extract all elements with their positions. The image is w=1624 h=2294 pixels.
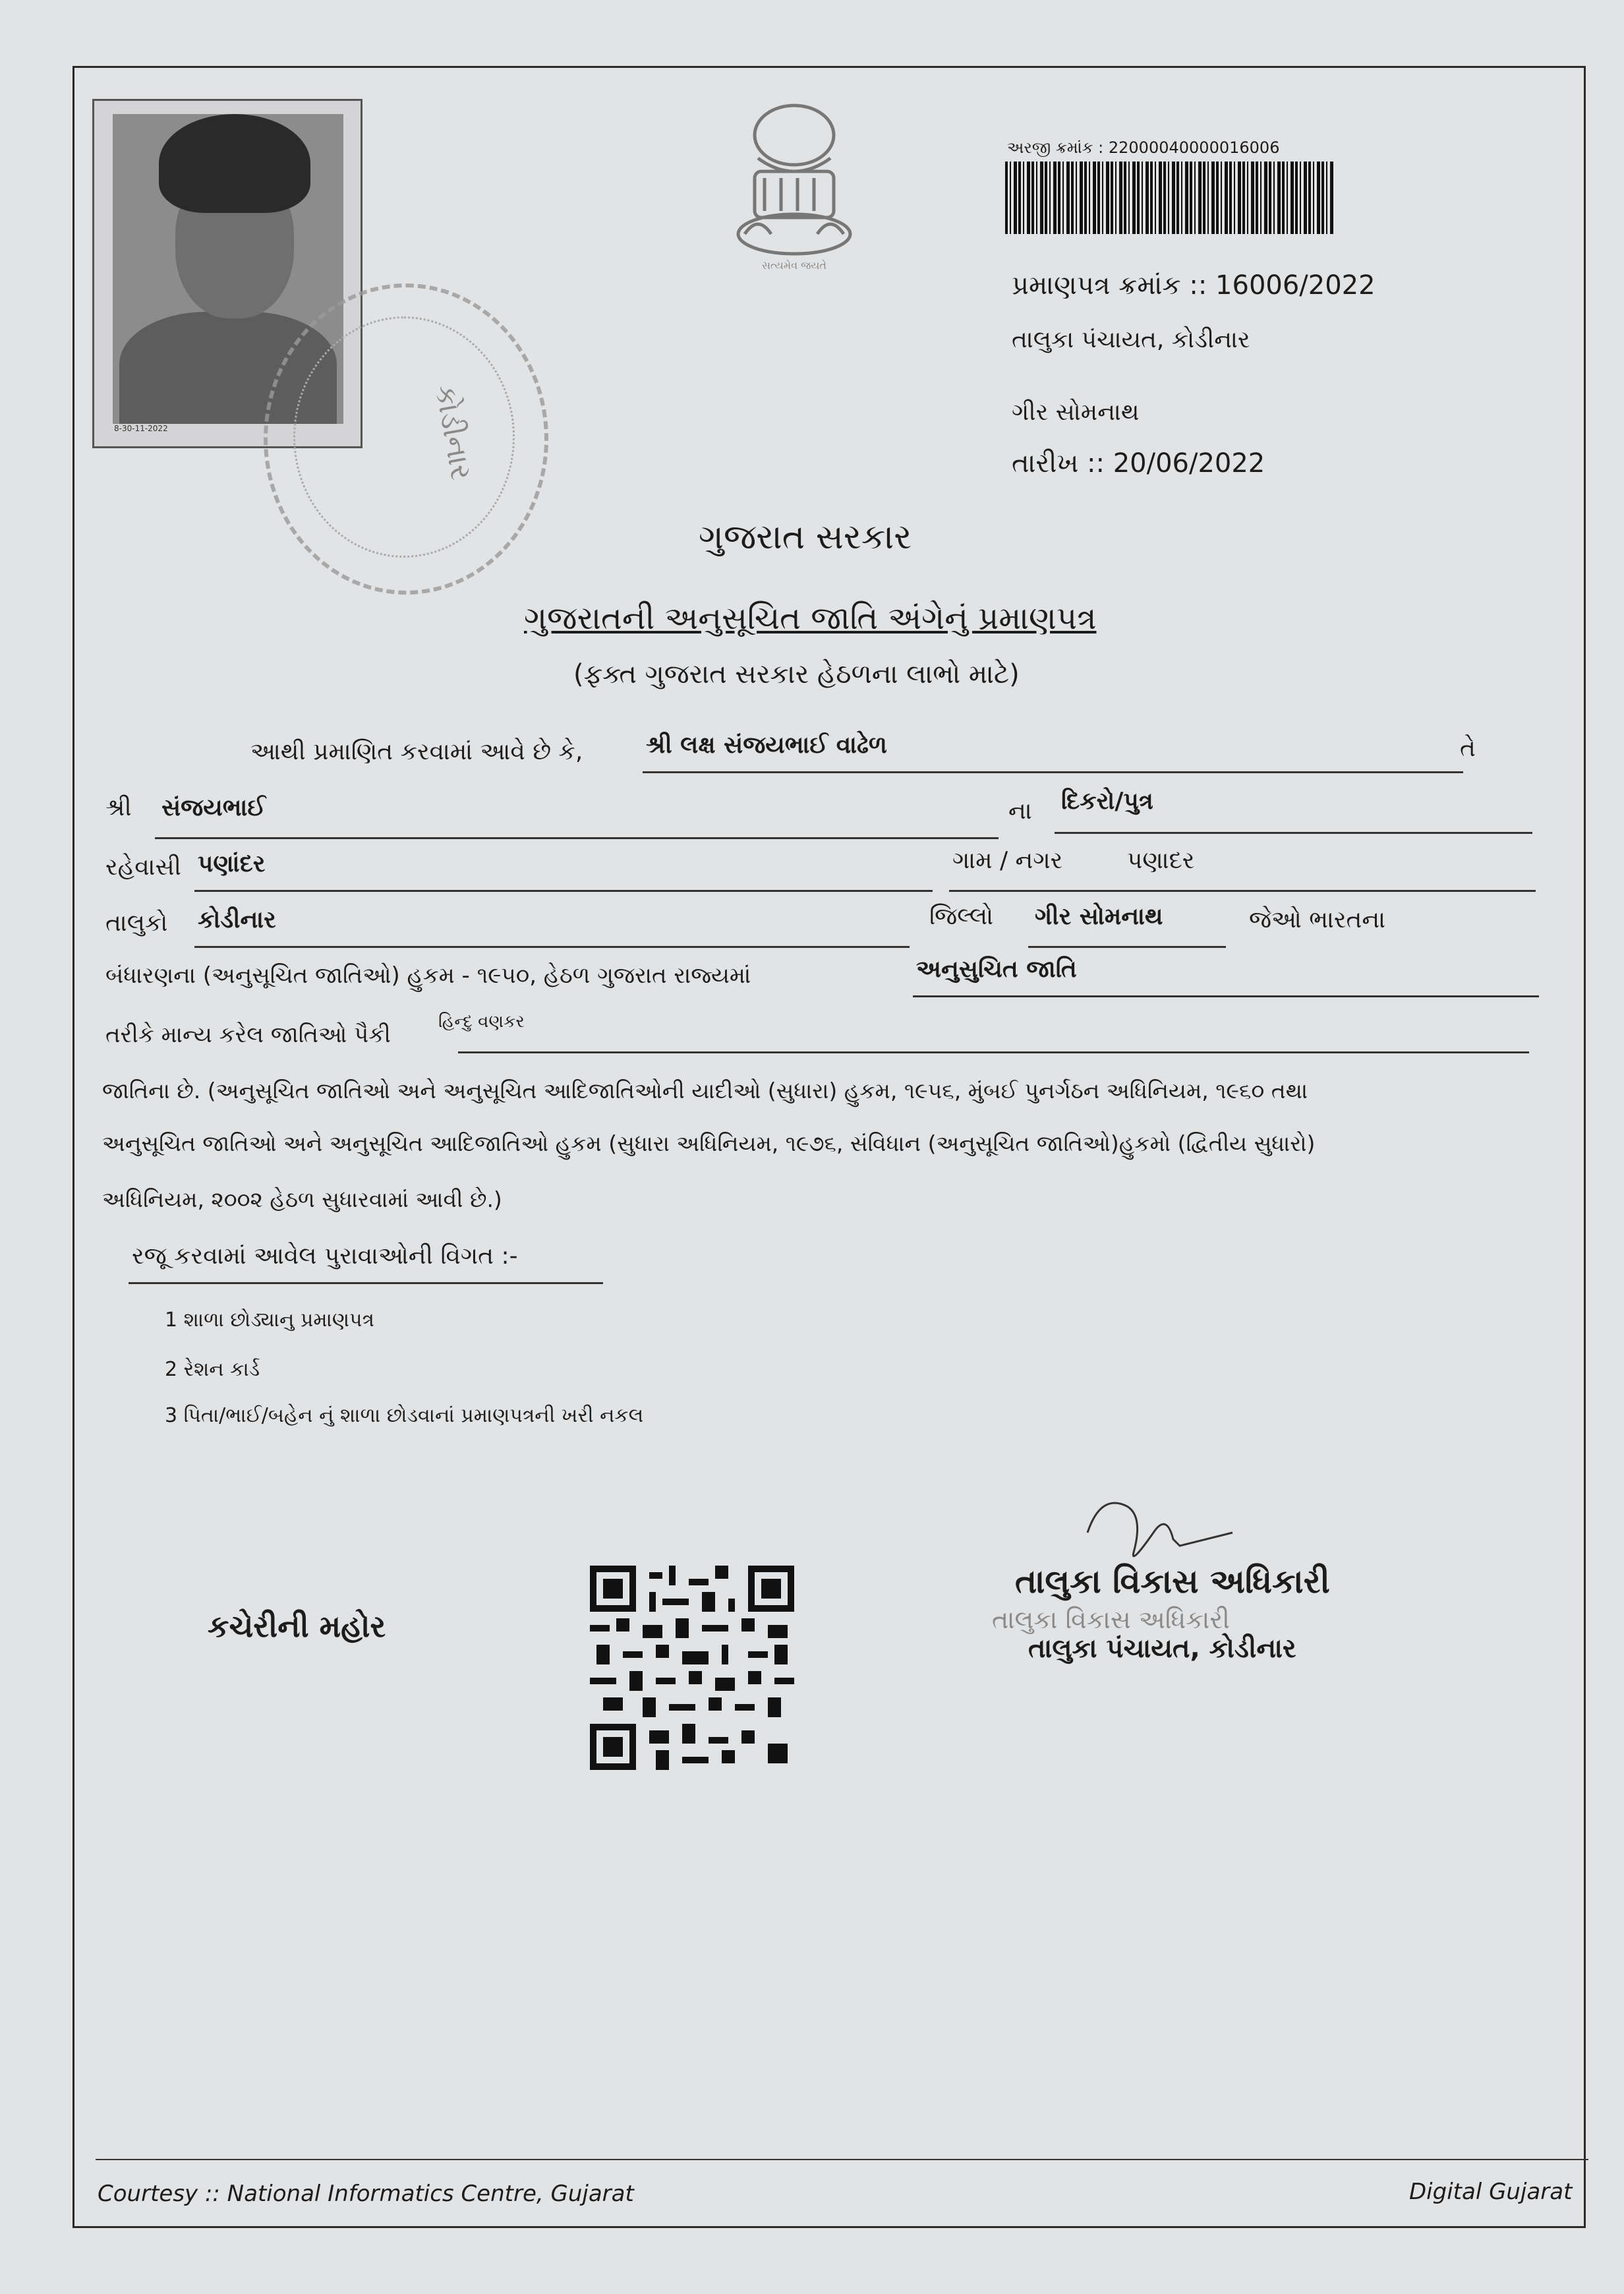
- recognized-text: તરીકે માન્ય કરેલ જાતિઓ પૈકી: [105, 1022, 391, 1048]
- district-label: જિલ્લો: [929, 903, 994, 930]
- header-district: ગીર સોમનાથ: [1012, 399, 1140, 426]
- svg-text:સત્યમેવ જયતે: સત્યમેવ જયતે: [762, 259, 826, 272]
- underline: [155, 837, 999, 839]
- resident-value: પણાંદર: [198, 850, 266, 877]
- caste-value: હિન્દુ વણકર: [438, 1012, 525, 1032]
- body-line-1: જાતિના છે. (અનુસૂચિત જાતિઓ અને અનુસૂચિત આદિજાતિઓની યાદીઓ (સુધારા) હુકમ, ૧૯૫૬, મુંબઈ પુનર્ગઠન અધિનિયમ, ૧૯૬૦ તથા: [102, 1078, 1308, 1103]
- barcode: [1005, 162, 1335, 234]
- resident-label: રહેવાસી: [105, 854, 181, 881]
- certificate-number: પ્રમાણપત્ર ક્રમાંક :: 16006/2022: [1012, 270, 1376, 301]
- na-label: ના: [1008, 798, 1032, 825]
- evidence-item: 2 રેશન કાર્ડ: [165, 1358, 260, 1381]
- office-seal-label: કચેરીની મહોર: [208, 1608, 386, 1644]
- underline: [458, 1051, 1529, 1053]
- evidence-heading: રજૂ કરવામાં આવેલ પુરાવાઓની વિગત :-: [132, 1243, 518, 1270]
- body-line-2: અનુસૂચિત જાતિઓ અને અનુસૂચિત આદિજાતિઓ હુકમ (સુધારા અધિનિયમ, ૧૯૭૬, સંવિધાન (અનુસૂચિત જાતિઓ)હુકમો (દ્વિતીય સુધારો): [102, 1131, 1316, 1156]
- national-emblem-icon: [718, 99, 870, 290]
- application-number: અરજી ક્રમાંક : 22000040000016006: [1007, 138, 1280, 157]
- footer-brand: Digital Gujarat: [1409, 2179, 1573, 2205]
- taluka-value: કોડીનાર: [198, 906, 276, 933]
- office-round-seal-inner: [293, 316, 515, 558]
- underline: [129, 1282, 603, 1284]
- footer-divider: [96, 2159, 1588, 2160]
- government-name: ગુજરાત સરકાર: [699, 517, 912, 557]
- certificate-title: ગુજરાતની અનુસૂચિત જાતિ અંગેનું પ્રમાણપત્ર: [524, 600, 1097, 637]
- applicant-photo: 8-30-11-2022: [92, 99, 362, 448]
- taluka-label: તાલુકો: [105, 910, 168, 937]
- applicant-name: શ્રી લક્ષ સંજયભાઈ વાઢેળ: [646, 732, 887, 759]
- signatory-title: તાલુકા વિકાસ અધિકારી: [1015, 1562, 1330, 1601]
- signatory-stamp: તાલુકા વિકાસ અધિકારી: [992, 1605, 1230, 1634]
- qr-code: [590, 1566, 794, 1770]
- category-value: અનુસુચિત જાતિ: [916, 956, 1077, 983]
- village-label: ગામ / નગર: [952, 847, 1063, 874]
- relation: દિકરો/પુત્ર: [1061, 788, 1153, 815]
- constitution-text: બંધારણના (અનુસૂચિત જાતિઓ) હુકમ - ૧૯૫૦, હેઠળ ગુજરાત રાજ્યમાં: [105, 962, 751, 989]
- certificate-subtitle: (ફક્ત ગુજરાત સરકાર હેઠળના લાભો માટે): [573, 659, 1020, 690]
- evidence-item: 3 પિતા/ભાઈ/બહેન નું શાળા છોડવાનાં પ્રમાણપત્રની ખરી નકલ: [165, 1404, 644, 1427]
- underline: [913, 995, 1539, 997]
- signatory-office: તાલુકા પંચાયત, કોડીનાર: [1028, 1633, 1296, 1664]
- underline: [194, 890, 933, 892]
- body-line-3: અધિનિયમ, ૨૦૦૨ હેઠળ સુધારવામાં આવી છે.): [102, 1187, 502, 1212]
- india-text: જેઓ ભારતના: [1249, 906, 1386, 933]
- shri-label: શ્રી: [105, 794, 132, 821]
- te-label: તે: [1460, 735, 1476, 762]
- underline: [643, 771, 1463, 773]
- certificate-date: તારીખ :: 20/06/2022: [1012, 448, 1265, 479]
- underline: [1028, 946, 1226, 948]
- underline: [949, 890, 1536, 892]
- footer-courtesy: Courtesy :: National Informatics Centre, Gujarat: [98, 2181, 634, 2207]
- certify-prefix: આથી પ્રમાણિત કરવામાં આવે છે કે,: [250, 738, 583, 765]
- village-value: પણાદર: [1127, 847, 1195, 874]
- underline: [194, 946, 910, 948]
- header-office: તાલુકા પંચાયત, કોડીનાર: [1012, 326, 1250, 353]
- seal-text: કોડીનાર: [428, 382, 478, 483]
- underline: [1055, 832, 1532, 834]
- father-name: સંજયભાઈ: [161, 794, 266, 821]
- district-value: ગીર સોમનાથ: [1035, 903, 1163, 930]
- evidence-item: 1 શાળા છોડ્યાનુ પ્રમાણપત્ર: [165, 1309, 374, 1332]
